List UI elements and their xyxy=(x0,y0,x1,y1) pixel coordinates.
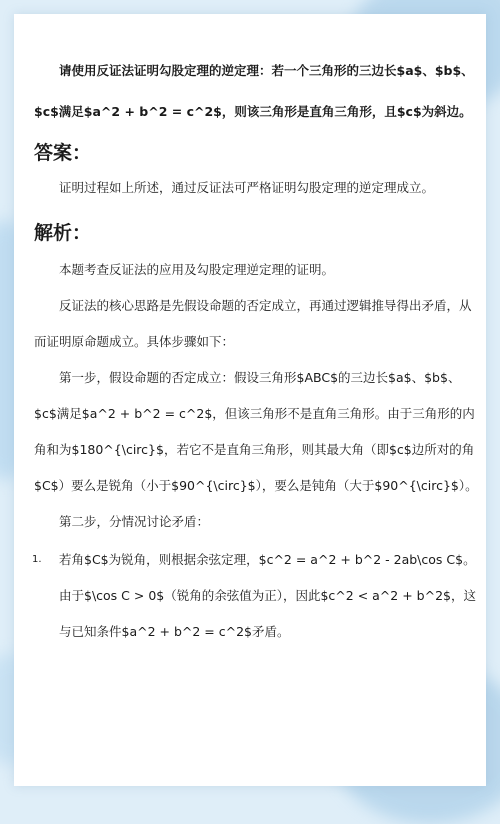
analysis-paragraph-3: 第一步，假设命题的否定成立：假设三角形$ABC$的三边长$a$、$b$、$c$满足$a^2 + b^2 = c^2$，但该三角形不是直角三角形。由于三角形的内角和为$180^{\circ}$，若它不是直角三角形，则其最大角（即$c$边所对的角$C$）要么是锐角（小于$90^{\circ}$），要么是钝角（大于$90^{\circ}$）。 xyxy=(34,370,478,493)
analysis-heading: 解析： xyxy=(34,222,92,244)
list-item-text: 若角$C$为锐角，则根据余弦定理，$c^2 = a^2 + b^2 - 2ab\cos C$。由于$\cos C > 0$（锐角的余弦值为正），因此$c^2 < a^2 + b^2$，这与已知条件$a^2 + b^2 = c^2$矛盾。 xyxy=(59,552,476,639)
list-item-number: 1. xyxy=(32,554,42,565)
analysis-paragraph-4: 第二步，分情况讨论矛盾： xyxy=(59,514,210,529)
document-page xyxy=(14,14,486,786)
question-text: 请使用反证法证明勾股定理的逆定理：若一个三角形的三边长$a$、$b$、$c$满足$a^2 + b^2 = c^2$，则该三角形是直角三角形，且$c$为斜边。 xyxy=(34,63,474,119)
answer-heading: 答案： xyxy=(34,142,92,164)
document-content xyxy=(34,14,478,650)
list-item xyxy=(34,542,478,650)
answer-text: 证明过程如上所述，通过反证法可严格证明勾股定理的逆定理成立。 xyxy=(59,180,435,195)
analysis-paragraph-1: 本题考查反证法的应用及勾股定理逆定理的证明。 xyxy=(59,262,335,277)
analysis-paragraph-2: 反证法的核心思路是先假设命题的否定成立，再通过逻辑推导得出矛盾，从而证明原命题成立。具体步骤如下： xyxy=(34,298,472,349)
